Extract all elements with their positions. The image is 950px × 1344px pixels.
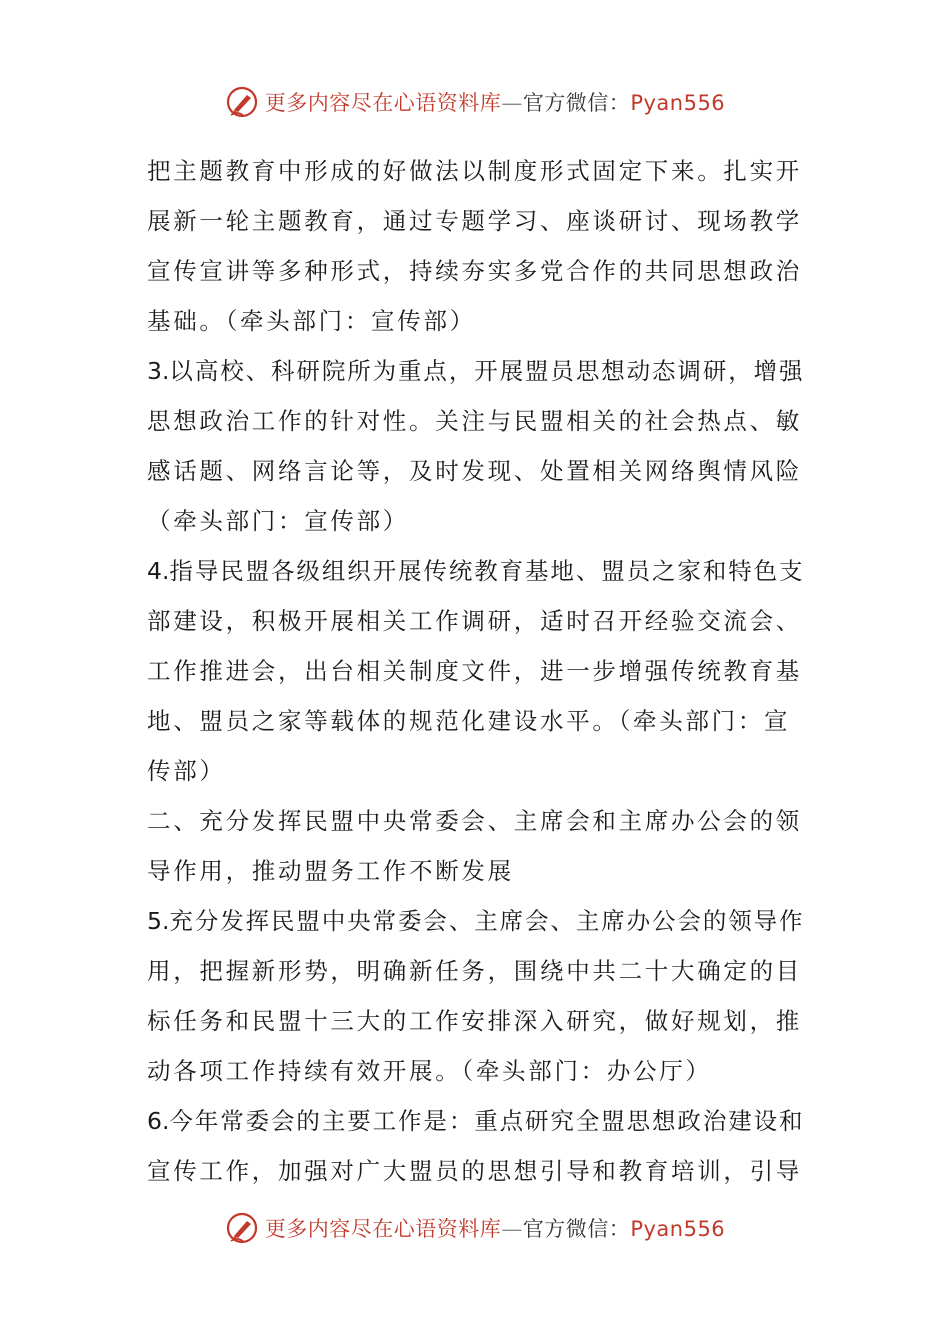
footer-banner bbox=[0, 1208, 950, 1248]
text-line: 动各项工作持续有效开展。（牵头部门：办公厅） bbox=[147, 1057, 712, 1085]
text-line: 4.指导民盟各级组织开展传统教育基地、盟员之家和特色支 bbox=[147, 557, 805, 585]
pen-logo-icon bbox=[225, 1211, 259, 1245]
banner-wechat-label: 官方微信： bbox=[522, 91, 631, 115]
banner-dash: — bbox=[501, 1217, 523, 1241]
banner-dash: — bbox=[501, 91, 523, 115]
header-banner bbox=[0, 82, 950, 122]
text-line: 基础。（牵头部门：宣传部） bbox=[147, 307, 476, 335]
text-line: 部建设，积极开展相关工作调研，适时召开经验交流会、 bbox=[147, 607, 802, 635]
text-line: 工作推进会，出台相关制度文件，进一步增强传统教育基 bbox=[147, 657, 802, 685]
list-number: 3. bbox=[147, 357, 170, 385]
text-line: 标任务和民盟十三大的工作安排深入研究，做好规划，推 bbox=[147, 1007, 802, 1035]
text-line: 传部） bbox=[147, 757, 226, 785]
text-line: 二、充分发挥民盟中央常委会、主席会和主席办公会的领 bbox=[147, 807, 802, 835]
text-line: 思想政治工作的针对性。关注与民盟相关的社会热点、敏 bbox=[147, 407, 802, 435]
text-line: 5.充分发挥民盟中央常委会、主席会、主席办公会的领导作 bbox=[147, 907, 805, 935]
banner-wechat-id: Pyan556 bbox=[630, 1217, 726, 1241]
text-line: 6.今年常委会的主要工作是：重点研究全盟思想政治建设和 bbox=[147, 1107, 805, 1135]
text-line: 把主题教育中形成的好做法以制度形式固定下来。扎实开 bbox=[147, 157, 802, 185]
text-line: 地、盟员之家等载体的规范化建设水平。（牵头部门：宣 bbox=[147, 707, 791, 735]
text-line: 导作用，推动盟务工作不断发展 bbox=[147, 857, 514, 885]
banner-slogan: 更多内容尽在心语资料库 bbox=[264, 91, 502, 115]
text-line: 用，把握新形势，明确新任务，围绕中共二十大确定的目 bbox=[147, 957, 802, 985]
list-number: 4. bbox=[147, 557, 170, 585]
text-line: 3.以高校、科研院所为重点，开展盟员思想动态调研，增强 bbox=[147, 357, 805, 385]
header-banner-text bbox=[265, 87, 725, 117]
pen-logo-icon bbox=[225, 85, 259, 119]
document-body bbox=[147, 146, 807, 1196]
text-line: 宣传宣讲等多种形式，持续夯实多党合作的共同思想政治 bbox=[147, 257, 802, 285]
banner-wechat-label: 官方微信： bbox=[522, 1217, 631, 1241]
banner-wechat-id: Pyan556 bbox=[630, 91, 726, 115]
list-number: 5. bbox=[147, 907, 170, 935]
text-line: （牵头部门：宣传部） bbox=[147, 507, 409, 535]
footer-banner-text bbox=[265, 1213, 725, 1243]
text-line: 宣传工作，加强对广大盟员的思想引导和教育培训，引导 bbox=[147, 1157, 802, 1185]
text-line: 感话题、网络言论等，及时发现、处置相关网络舆情风险 bbox=[147, 457, 802, 485]
banner-slogan: 更多内容尽在心语资料库 bbox=[264, 1217, 502, 1241]
text-line: 展新一轮主题教育，通过专题学习、座谈研讨、现场教学 bbox=[147, 207, 802, 235]
list-number: 6. bbox=[147, 1107, 170, 1135]
